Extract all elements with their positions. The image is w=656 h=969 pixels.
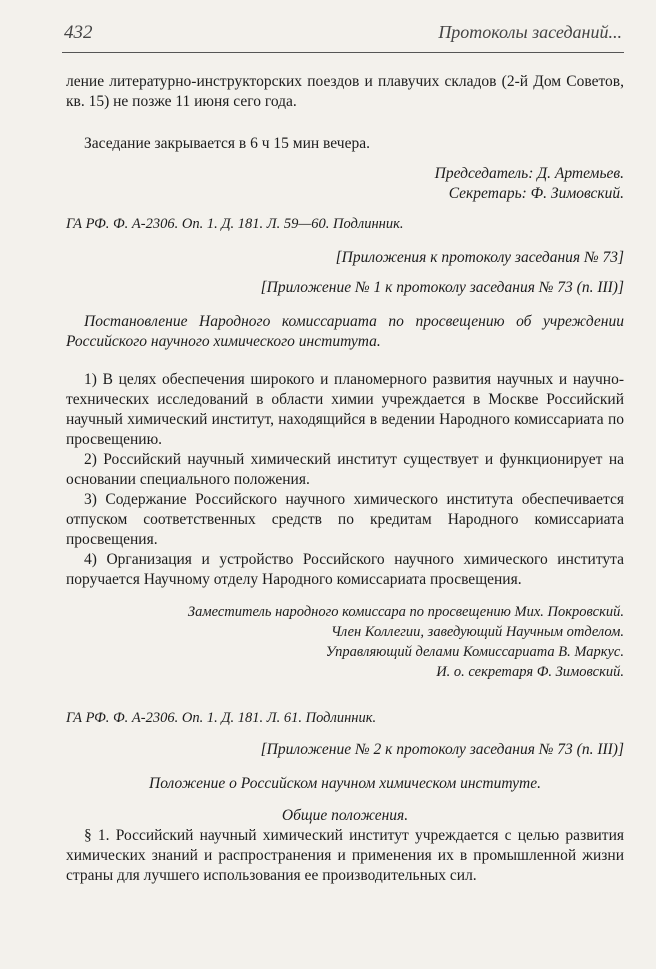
appendix-2-heading: [Приложение № 2 к протоколу заседания № 73 (п. III)] xyxy=(260,741,624,758)
running-title: Протоколы заседаний... xyxy=(438,22,622,42)
page-number: 432 xyxy=(64,22,93,43)
appendices-heading: [Приложения к протоколу заседания № 73] xyxy=(335,249,624,266)
resolution-item-3: 3) Содержание Российского научного химического института обеспечивается отпуском соответственных средств по кредитам Народного комиссариата просвещения. xyxy=(66,491,624,548)
secretary-signature: Секретарь: Ф. Зимовский. xyxy=(448,185,624,202)
chairman-signature: Председатель: Д. Артемьев. xyxy=(434,165,624,182)
resolution-item-2: 2) Российский научный химический институт существует и функционирует на основании специального положения. xyxy=(66,451,624,488)
regulation-section-1: § 1. Российский научный химический институт учреждается с целью развития химических знаний и распространения и применения их в промышленной жизни страны для лучшего использования ее производительных сил. xyxy=(66,827,624,884)
archive-reference: ГА РФ. Ф. А-2306. Оп. 1. Д. 181. Л. 61. Подлинник. xyxy=(66,710,377,726)
signatures-block xyxy=(66,602,624,682)
resolution-item-4: 4) Организация и устройство Российского научного химического института поручается Научному отделу Народного комиссариата просвещения. xyxy=(66,551,624,588)
appendix-1-heading: [Приложение № 1 к протоколу заседания № 73 (п. III)] xyxy=(260,279,624,296)
signature-acting-secretary: И. о. секретаря Ф. Зимовский. xyxy=(436,664,624,680)
signature-business-manager: Управляющий делами Комиссариата В. Маркус. xyxy=(325,644,624,660)
header-rule xyxy=(62,52,624,53)
resolution-item-1: 1) В целях обеспечения широкого и планомерного развития научных и научно-технических исследований в области химии учреждается в Москве Российский научный химический институт, находящийся в ведении Народного комиссариата по просвещению. xyxy=(66,371,624,448)
signature-board-member: Член Коллегии, заведующий Научным отделом. xyxy=(330,624,624,640)
resolution-title: Постановление Народного комиссариата по просвещению об учреждении Российского научного химического института. xyxy=(66,313,624,350)
closing-paragraph: Заседание закрывается в 6 ч 15 мин вечера. xyxy=(84,135,370,152)
regulation-title: Положение о Российском научном химическом институте. xyxy=(149,775,541,792)
archive-reference: ГА РФ. Ф. А-2306. Оп. 1. Д. 181. Л. 59—60. Подлинник. xyxy=(66,216,404,232)
continuation-paragraph: ление литературно-инструкторских поездов и плавучих складов (2-й Дом Советов, кв. 15) не позже 11 июня сего года. xyxy=(66,73,624,110)
general-provisions-heading: Общие положения. xyxy=(281,807,409,824)
page-body xyxy=(66,72,624,886)
signature-deputy-commissar: Заместитель народного комиссара по просвещению Мих. Покровский. xyxy=(187,604,624,620)
